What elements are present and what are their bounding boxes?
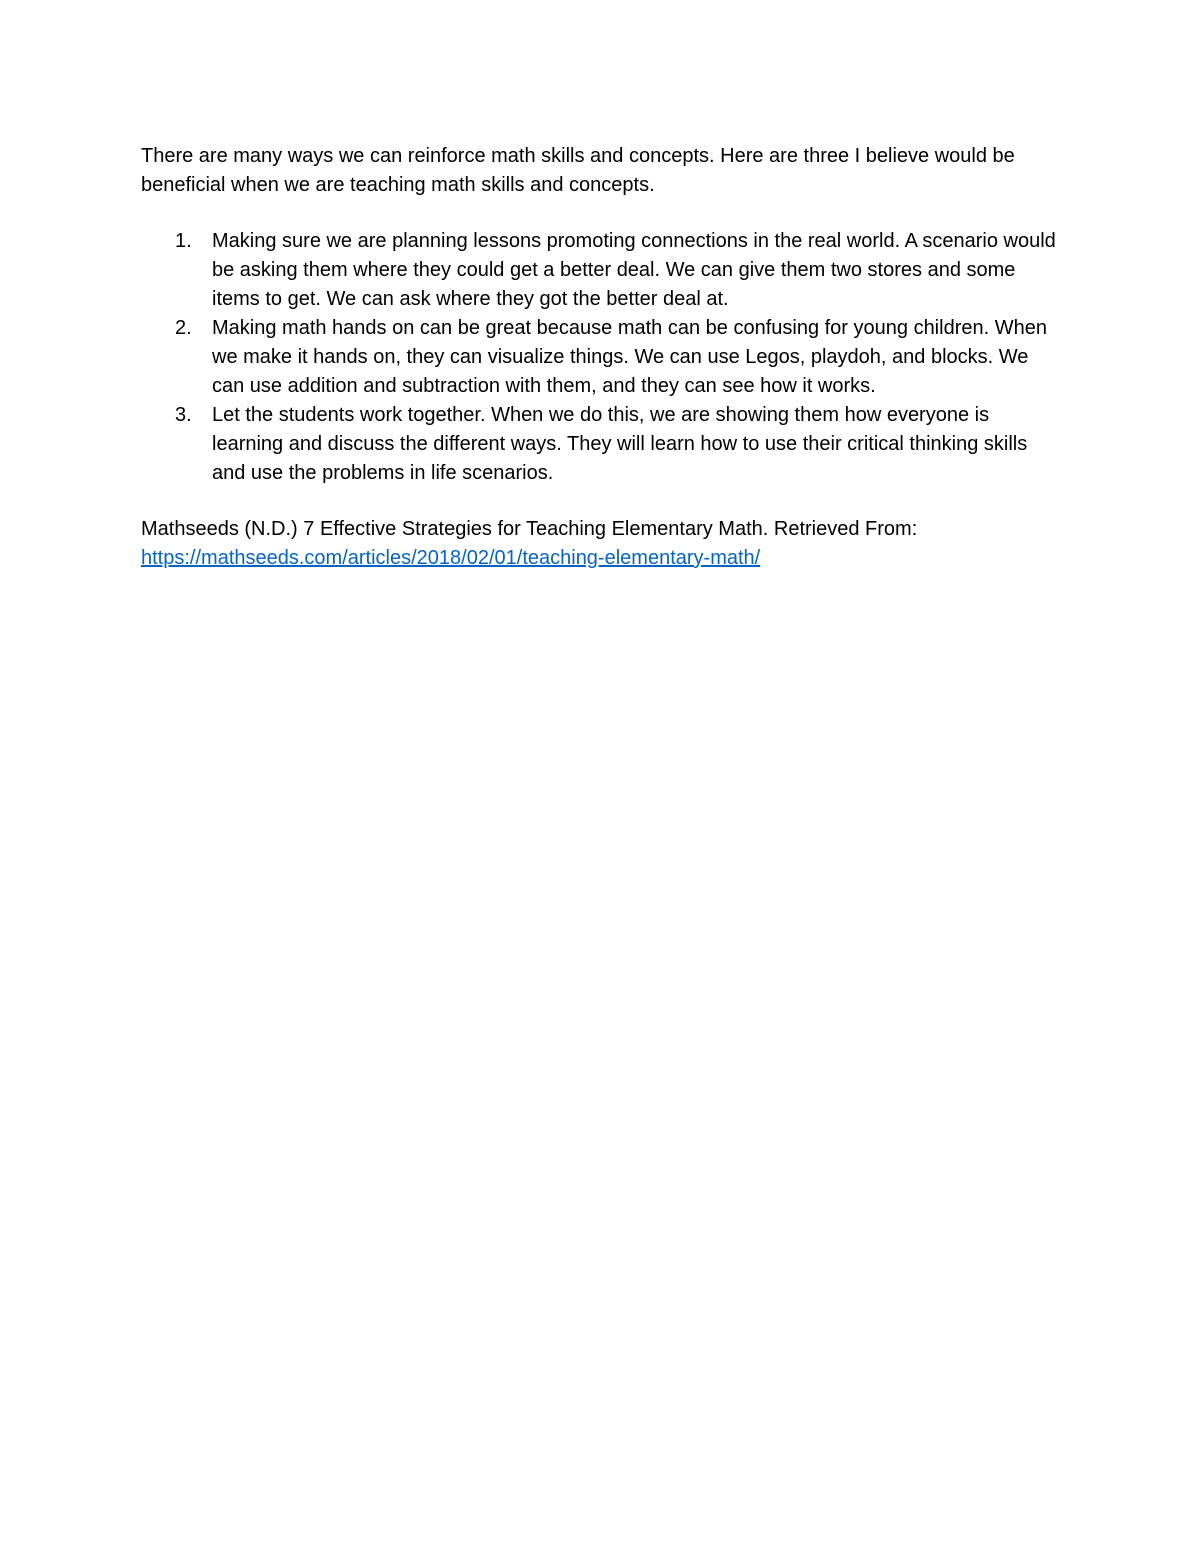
intro-paragraph: There are many ways we can reinforce math skills and concepts. Here are three I believe would be beneficial when we are teaching math skills and concepts.	[141, 145, 1015, 196]
reference-link[interactable]: https://mathseeds.com/articles/2018/02/01/teaching-elementary-math/	[141, 547, 761, 569]
list-item	[141, 314, 1061, 401]
list-item-text: Let the students work together. When we do this, we are showing them how everyone is learning and discuss the different ways. They will learn how to use their critical thinking skills and use the problems in life scenarios.	[212, 404, 1028, 484]
reference-paragraph	[141, 515, 1061, 573]
list-item-number: 3.	[175, 404, 192, 426]
list-item-number: 1.	[175, 230, 192, 252]
reference-citation: Mathseeds (N.D.) 7 Effective Strategies for Teaching Elementary Math. Retrieved From:	[141, 518, 918, 540]
list-item-number: 2.	[175, 317, 192, 339]
list-item-text: Making sure we are planning lessons promoting connections in the real world. A scenario would be asking them where they could get a better deal. We can give them two stores and some items to get. We can ask where they got the better deal at.	[212, 230, 1056, 310]
strategies-list	[141, 227, 1061, 488]
document-body	[141, 142, 1061, 573]
list-item	[141, 401, 1061, 488]
list-item	[141, 227, 1061, 314]
list-item-text: Making math hands on can be great because math can be confusing for young children. When we make it hands on, they can visualize things. We can use Legos, playdoh, and blocks. We can use addition and subtraction with them, and they can see how it works.	[212, 317, 1047, 397]
